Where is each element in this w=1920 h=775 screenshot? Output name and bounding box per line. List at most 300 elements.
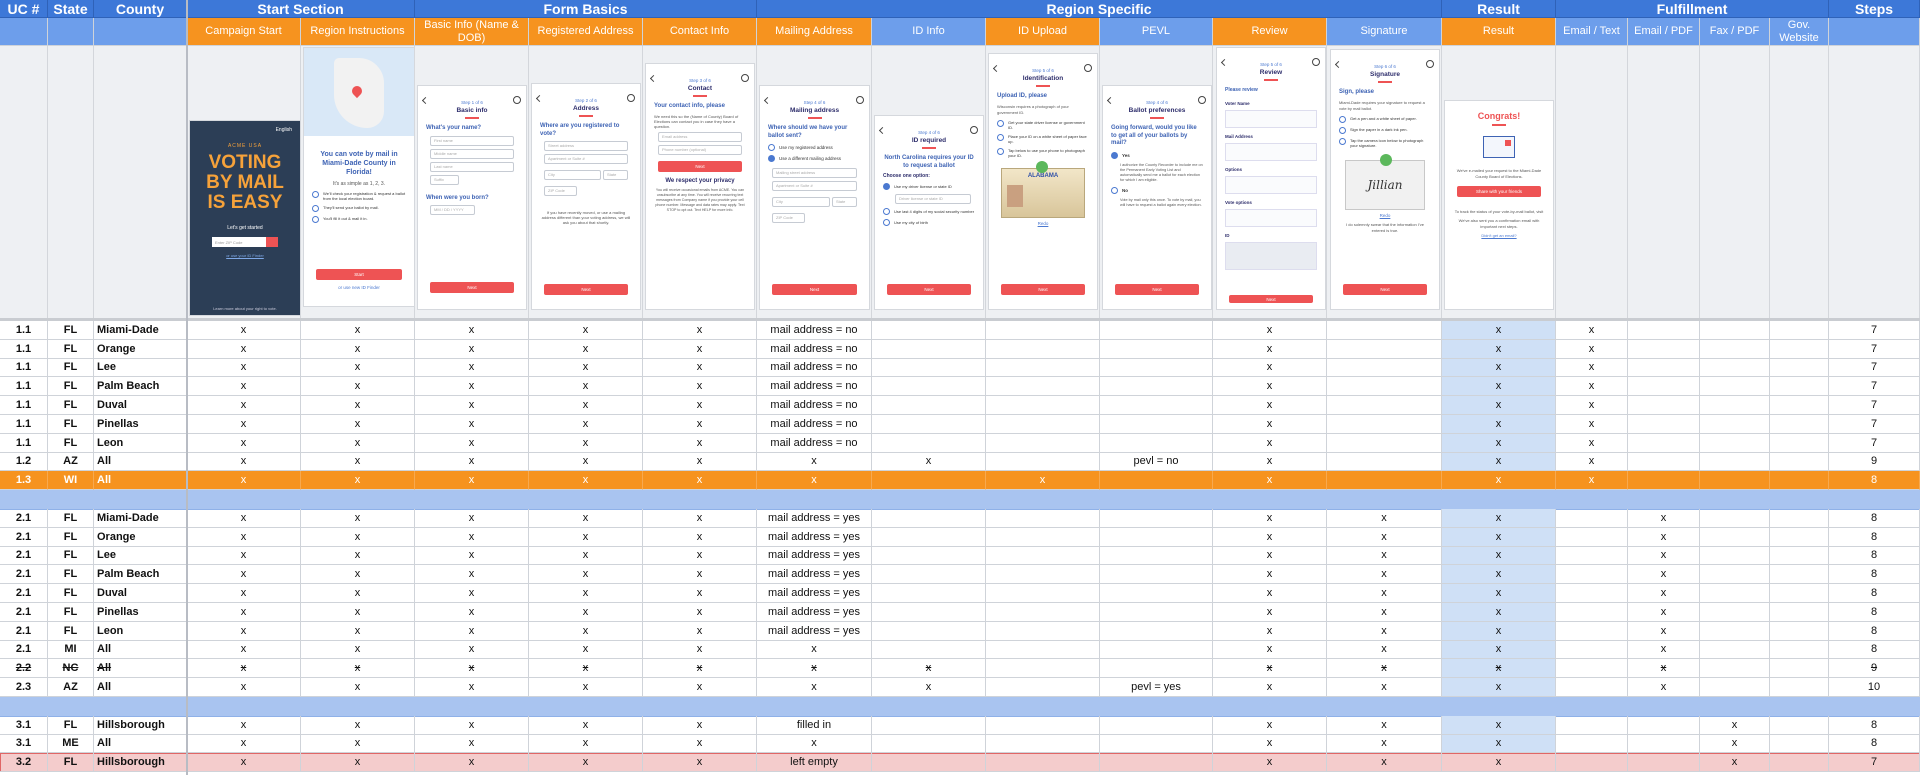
data-cell[interactable] [1770, 735, 1829, 754]
uc-cell[interactable]: 2.1 [0, 603, 48, 622]
data-cell[interactable]: x [415, 547, 529, 566]
data-cell[interactable] [1770, 434, 1829, 453]
data-cell[interactable]: x [415, 471, 529, 490]
data-cell[interactable] [1770, 622, 1829, 641]
data-cell[interactable]: x [415, 415, 529, 434]
data-cell[interactable]: x [1700, 753, 1770, 772]
data-cell[interactable] [872, 415, 986, 434]
uc-cell[interactable]: 1.1 [0, 396, 48, 415]
data-cell[interactable] [1770, 603, 1829, 622]
data-cell[interactable]: x [1213, 584, 1327, 603]
data-cell[interactable]: x [187, 622, 301, 641]
data-cell[interactable] [1700, 377, 1770, 396]
data-cell[interactable] [1556, 678, 1628, 697]
data-cell[interactable]: x [529, 659, 643, 678]
data-cell[interactable]: x [1628, 622, 1700, 641]
state-cell[interactable]: FL [48, 396, 94, 415]
data-cell[interactable]: x [643, 565, 757, 584]
data-cell[interactable]: x [643, 659, 757, 678]
data-cell[interactable]: pevl = yes [1100, 678, 1213, 697]
data-cell[interactable]: x [1442, 321, 1556, 340]
county-cell[interactable]: Leon [94, 434, 187, 453]
data-cell[interactable] [986, 735, 1100, 754]
data-cell[interactable]: x [529, 359, 643, 378]
data-cell[interactable]: x [1327, 659, 1442, 678]
data-cell[interactable]: x [415, 584, 529, 603]
data-cell[interactable]: x [643, 641, 757, 660]
data-cell[interactable] [1100, 396, 1213, 415]
data-cell[interactable]: x [1213, 659, 1327, 678]
data-cell[interactable]: x [1442, 396, 1556, 415]
state-cell[interactable]: NC [48, 659, 94, 678]
data-cell[interactable]: x [643, 396, 757, 415]
data-cell[interactable]: x [1327, 735, 1442, 754]
state-cell[interactable]: FL [48, 434, 94, 453]
steps-cell[interactable]: 8 [1829, 528, 1920, 547]
data-cell[interactable]: x [415, 603, 529, 622]
data-cell[interactable] [986, 340, 1100, 359]
data-cell[interactable]: x [1213, 377, 1327, 396]
data-cell[interactable]: x [415, 453, 529, 472]
steps-cell[interactable]: 7 [1829, 377, 1920, 396]
data-cell[interactable]: x [1628, 528, 1700, 547]
data-cell[interactable] [1700, 453, 1770, 472]
data-cell[interactable]: x [187, 359, 301, 378]
data-cell[interactable]: x [643, 753, 757, 772]
data-cell[interactable] [872, 753, 986, 772]
data-cell[interactable]: x [1213, 509, 1327, 528]
data-cell[interactable]: x [1213, 396, 1327, 415]
data-cell[interactable]: x [1327, 753, 1442, 772]
data-cell[interactable]: mail address = yes [757, 509, 872, 528]
uc-cell[interactable]: 2.1 [0, 547, 48, 566]
data-cell[interactable]: x [1628, 641, 1700, 660]
data-cell[interactable]: x [1213, 678, 1327, 697]
data-cell[interactable] [1628, 735, 1700, 754]
data-cell[interactable]: x [301, 622, 415, 641]
data-cell[interactable] [986, 359, 1100, 378]
data-cell[interactable]: x [1442, 603, 1556, 622]
uc-cell[interactable]: 1.1 [0, 377, 48, 396]
zip-submit-button[interactable] [266, 237, 278, 247]
data-cell[interactable]: x [1442, 678, 1556, 697]
data-cell[interactable]: x [1628, 584, 1700, 603]
data-cell[interactable]: mail address = no [757, 340, 872, 359]
data-cell[interactable]: x [1442, 471, 1556, 490]
data-cell[interactable] [986, 377, 1100, 396]
data-cell[interactable]: x [872, 659, 986, 678]
data-cell[interactable] [1700, 584, 1770, 603]
data-cell[interactable]: x [643, 471, 757, 490]
data-cell[interactable]: x [301, 359, 415, 378]
data-cell[interactable]: x [529, 603, 643, 622]
data-cell[interactable]: x [1213, 471, 1327, 490]
state-cell[interactable]: FL [48, 753, 94, 772]
data-cell[interactable] [1770, 716, 1829, 735]
county-cell[interactable]: Lee [94, 547, 187, 566]
data-cell[interactable] [872, 359, 986, 378]
data-cell[interactable]: x [1327, 603, 1442, 622]
state-cell[interactable]: MI [48, 641, 94, 660]
data-cell[interactable]: x [1213, 565, 1327, 584]
data-cell[interactable] [1327, 396, 1442, 415]
data-cell[interactable]: x [415, 434, 529, 453]
data-cell[interactable]: x [643, 340, 757, 359]
data-cell[interactable] [1700, 528, 1770, 547]
data-cell[interactable]: x [301, 396, 415, 415]
data-cell[interactable] [1770, 584, 1829, 603]
data-cell[interactable]: x [187, 565, 301, 584]
data-cell[interactable]: x [529, 509, 643, 528]
data-cell[interactable]: x [1213, 735, 1327, 754]
data-cell[interactable] [1628, 321, 1700, 340]
data-cell[interactable] [1556, 641, 1628, 660]
data-cell[interactable]: x [1213, 603, 1327, 622]
data-cell[interactable] [872, 735, 986, 754]
mailing-option[interactable] [768, 144, 861, 151]
data-cell[interactable] [872, 396, 986, 415]
pevl-yes-option[interactable] [1111, 152, 1203, 159]
data-cell[interactable]: x [643, 603, 757, 622]
data-cell[interactable] [986, 584, 1100, 603]
data-cell[interactable] [1770, 509, 1829, 528]
data-cell[interactable]: x [187, 716, 301, 735]
data-cell[interactable] [872, 622, 986, 641]
state-cell[interactable]: FL [48, 622, 94, 641]
data-cell[interactable]: x [301, 471, 415, 490]
data-cell[interactable] [1770, 453, 1829, 472]
state-cell[interactable]: FL [48, 415, 94, 434]
data-cell[interactable]: filled in [757, 716, 872, 735]
uc-cell[interactable]: 2.1 [0, 622, 48, 641]
data-cell[interactable] [1327, 453, 1442, 472]
data-cell[interactable]: x [757, 641, 872, 660]
data-cell[interactable]: x [187, 321, 301, 340]
data-cell[interactable] [1100, 471, 1213, 490]
data-cell[interactable] [872, 603, 986, 622]
data-cell[interactable] [986, 753, 1100, 772]
data-cell[interactable]: x [1556, 396, 1628, 415]
steps-cell[interactable]: 7 [1829, 396, 1920, 415]
data-cell[interactable] [986, 434, 1100, 453]
data-cell[interactable]: x [415, 321, 529, 340]
data-cell[interactable]: mail address = yes [757, 547, 872, 566]
data-cell[interactable] [872, 377, 986, 396]
data-cell[interactable]: x [757, 453, 872, 472]
data-cell[interactable]: x [1213, 415, 1327, 434]
data-cell[interactable] [1556, 716, 1628, 735]
county-cell[interactable]: Lee [94, 359, 187, 378]
data-cell[interactable]: x [1442, 340, 1556, 359]
data-cell[interactable] [1700, 471, 1770, 490]
data-cell[interactable]: x [301, 753, 415, 772]
data-cell[interactable]: x [415, 716, 529, 735]
data-cell[interactable]: x [187, 509, 301, 528]
data-cell[interactable]: x [187, 396, 301, 415]
data-cell[interactable]: mail address = yes [757, 565, 872, 584]
state-cell[interactable]: FL [48, 603, 94, 622]
data-cell[interactable]: x [529, 565, 643, 584]
data-cell[interactable]: x [1442, 659, 1556, 678]
data-cell[interactable]: x [757, 659, 872, 678]
uc-cell[interactable]: 1.1 [0, 415, 48, 434]
state-cell[interactable]: ME [48, 735, 94, 754]
data-cell[interactable] [1100, 340, 1213, 359]
county-cell[interactable]: All [94, 735, 187, 754]
data-cell[interactable]: x [757, 678, 872, 697]
data-cell[interactable]: x [1213, 453, 1327, 472]
data-cell[interactable] [1100, 716, 1213, 735]
uc-cell[interactable]: 1.2 [0, 453, 48, 472]
data-cell[interactable]: x [187, 471, 301, 490]
data-cell[interactable] [1770, 321, 1829, 340]
data-cell[interactable] [1770, 659, 1829, 678]
county-cell[interactable]: Pinellas [94, 415, 187, 434]
state-cell[interactable]: FL [48, 321, 94, 340]
data-cell[interactable]: x [986, 471, 1100, 490]
data-cell[interactable] [1100, 565, 1213, 584]
state-cell[interactable]: FL [48, 528, 94, 547]
data-cell[interactable]: x [1628, 659, 1700, 678]
data-cell[interactable]: x [415, 359, 529, 378]
data-cell[interactable]: x [872, 453, 986, 472]
data-cell[interactable] [1770, 753, 1829, 772]
data-cell[interactable]: mail address = no [757, 359, 872, 378]
steps-cell[interactable]: 7 [1829, 434, 1920, 453]
data-cell[interactable] [1770, 415, 1829, 434]
data-cell[interactable]: x [415, 377, 529, 396]
data-cell[interactable]: x [187, 603, 301, 622]
data-cell[interactable]: x [872, 678, 986, 697]
data-cell[interactable]: x [1213, 528, 1327, 547]
state-cell[interactable]: AZ [48, 678, 94, 697]
data-cell[interactable]: x [1213, 753, 1327, 772]
data-cell[interactable]: x [301, 735, 415, 754]
data-cell[interactable]: x [301, 321, 415, 340]
uc-cell[interactable]: 2.1 [0, 641, 48, 660]
data-cell[interactable] [872, 340, 986, 359]
data-cell[interactable]: x [187, 377, 301, 396]
data-cell[interactable]: x [301, 716, 415, 735]
data-cell[interactable]: x [1442, 622, 1556, 641]
data-cell[interactable] [1700, 659, 1770, 678]
data-cell[interactable]: mail address = no [757, 415, 872, 434]
data-cell[interactable]: x [1628, 603, 1700, 622]
data-cell[interactable]: x [187, 735, 301, 754]
data-cell[interactable] [986, 603, 1100, 622]
data-cell[interactable]: x [187, 453, 301, 472]
data-cell[interactable]: x [415, 565, 529, 584]
data-cell[interactable]: x [529, 471, 643, 490]
data-cell[interactable] [1700, 396, 1770, 415]
data-cell[interactable] [1628, 377, 1700, 396]
steps-cell[interactable]: 9 [1829, 659, 1920, 678]
data-cell[interactable]: x [1442, 735, 1556, 754]
data-cell[interactable]: x [1556, 321, 1628, 340]
data-cell[interactable] [1770, 396, 1829, 415]
data-cell[interactable]: x [187, 340, 301, 359]
data-cell[interactable] [1100, 753, 1213, 772]
state-cell[interactable]: FL [48, 565, 94, 584]
data-cell[interactable]: x [415, 678, 529, 697]
data-cell[interactable]: x [1442, 641, 1556, 660]
data-cell[interactable] [1327, 340, 1442, 359]
county-cell[interactable]: Duval [94, 584, 187, 603]
data-cell[interactable]: x [529, 340, 643, 359]
data-cell[interactable] [1628, 359, 1700, 378]
data-cell[interactable]: x [1556, 434, 1628, 453]
data-cell[interactable]: x [187, 528, 301, 547]
data-cell[interactable] [1700, 641, 1770, 660]
steps-cell[interactable]: 7 [1829, 340, 1920, 359]
data-cell[interactable]: x [1628, 678, 1700, 697]
data-cell[interactable]: x [643, 528, 757, 547]
data-cell[interactable]: x [529, 377, 643, 396]
data-cell[interactable]: x [529, 415, 643, 434]
data-cell[interactable]: x [1213, 641, 1327, 660]
data-cell[interactable]: x [415, 753, 529, 772]
data-cell[interactable]: x [643, 735, 757, 754]
county-cell[interactable]: Hillsborough [94, 716, 187, 735]
county-cell[interactable]: Miami-Dade [94, 321, 187, 340]
data-cell[interactable] [986, 396, 1100, 415]
id-option[interactable] [883, 219, 975, 226]
data-cell[interactable] [1700, 434, 1770, 453]
data-cell[interactable]: x [301, 340, 415, 359]
data-cell[interactable]: x [529, 622, 643, 641]
data-cell[interactable] [1100, 622, 1213, 641]
county-cell[interactable]: Leon [94, 622, 187, 641]
data-cell[interactable]: x [643, 434, 757, 453]
data-cell[interactable]: x [1556, 359, 1628, 378]
data-cell[interactable]: x [301, 584, 415, 603]
data-cell[interactable]: x [1442, 509, 1556, 528]
data-cell[interactable]: x [415, 509, 529, 528]
data-cell[interactable]: x [301, 603, 415, 622]
steps-cell[interactable]: 8 [1829, 565, 1920, 584]
data-cell[interactable]: x [1442, 453, 1556, 472]
data-cell[interactable]: x [187, 641, 301, 660]
data-cell[interactable] [986, 659, 1100, 678]
steps-cell[interactable]: 8 [1829, 622, 1920, 641]
data-cell[interactable] [1628, 415, 1700, 434]
data-cell[interactable] [872, 641, 986, 660]
data-cell[interactable]: x [643, 377, 757, 396]
data-cell[interactable] [1770, 359, 1829, 378]
data-cell[interactable] [1628, 434, 1700, 453]
data-cell[interactable] [986, 641, 1100, 660]
data-cell[interactable] [1327, 359, 1442, 378]
county-cell[interactable]: All [94, 678, 187, 697]
uc-cell[interactable]: 2.1 [0, 565, 48, 584]
county-cell[interactable]: Palm Beach [94, 565, 187, 584]
steps-cell[interactable]: 7 [1829, 359, 1920, 378]
data-cell[interactable] [1700, 321, 1770, 340]
data-cell[interactable] [1628, 471, 1700, 490]
data-cell[interactable] [1100, 359, 1213, 378]
uc-cell[interactable]: 2.1 [0, 584, 48, 603]
data-cell[interactable]: x [529, 735, 643, 754]
steps-cell[interactable]: 8 [1829, 471, 1920, 490]
data-cell[interactable]: x [1442, 584, 1556, 603]
data-cell[interactable] [1628, 453, 1700, 472]
data-cell[interactable] [986, 565, 1100, 584]
data-cell[interactable] [1700, 565, 1770, 584]
data-cell[interactable]: x [415, 735, 529, 754]
data-cell[interactable] [986, 415, 1100, 434]
county-cell[interactable]: Palm Beach [94, 377, 187, 396]
steps-cell[interactable]: 8 [1829, 735, 1920, 754]
data-cell[interactable] [872, 565, 986, 584]
data-cell[interactable] [1100, 547, 1213, 566]
data-cell[interactable]: mail address = yes [757, 528, 872, 547]
data-cell[interactable]: x [529, 584, 643, 603]
state-cell[interactable]: WI [48, 471, 94, 490]
data-cell[interactable]: x [1327, 622, 1442, 641]
data-cell[interactable] [986, 622, 1100, 641]
data-cell[interactable]: x [187, 547, 301, 566]
data-cell[interactable]: x [643, 678, 757, 697]
data-cell[interactable]: x [1213, 716, 1327, 735]
data-cell[interactable]: x [301, 565, 415, 584]
data-cell[interactable]: mail address = yes [757, 622, 872, 641]
data-cell[interactable] [986, 453, 1100, 472]
data-cell[interactable]: x [1327, 547, 1442, 566]
state-cell[interactable]: FL [48, 584, 94, 603]
data-cell[interactable] [1556, 753, 1628, 772]
steps-cell[interactable]: 8 [1829, 641, 1920, 660]
data-cell[interactable]: x [529, 547, 643, 566]
county-cell[interactable]: All [94, 453, 187, 472]
data-cell[interactable]: x [1442, 415, 1556, 434]
data-cell[interactable]: mail address = no [757, 434, 872, 453]
uc-cell[interactable]: 3.1 [0, 716, 48, 735]
uc-cell[interactable]: 1.1 [0, 359, 48, 378]
county-cell[interactable]: Orange [94, 528, 187, 547]
data-cell[interactable] [1556, 547, 1628, 566]
data-cell[interactable] [1556, 565, 1628, 584]
data-cell[interactable]: x [301, 547, 415, 566]
data-cell[interactable]: mail address = no [757, 377, 872, 396]
data-cell[interactable] [986, 509, 1100, 528]
data-cell[interactable]: x [415, 340, 529, 359]
data-cell[interactable]: x [1442, 359, 1556, 378]
data-cell[interactable] [1327, 471, 1442, 490]
data-cell[interactable] [1770, 641, 1829, 660]
data-cell[interactable] [872, 584, 986, 603]
data-cell[interactable] [1628, 716, 1700, 735]
data-cell[interactable] [872, 528, 986, 547]
uc-cell[interactable]: 1.1 [0, 340, 48, 359]
data-cell[interactable] [1556, 509, 1628, 528]
data-cell[interactable]: x [1442, 547, 1556, 566]
data-cell[interactable]: x [301, 415, 415, 434]
data-cell[interactable]: x [301, 434, 415, 453]
county-cell[interactable]: Duval [94, 396, 187, 415]
data-cell[interactable] [1700, 359, 1770, 378]
data-cell[interactable] [1628, 396, 1700, 415]
county-cell[interactable]: Miami-Dade [94, 509, 187, 528]
data-cell[interactable]: x [1213, 547, 1327, 566]
data-cell[interactable] [1700, 340, 1770, 359]
state-cell[interactable]: FL [48, 340, 94, 359]
state-cell[interactable]: FL [48, 716, 94, 735]
county-cell[interactable]: All [94, 641, 187, 660]
uc-cell[interactable]: 1.1 [0, 434, 48, 453]
data-cell[interactable]: x [529, 396, 643, 415]
data-cell[interactable]: x [301, 453, 415, 472]
data-cell[interactable]: left empty [757, 753, 872, 772]
